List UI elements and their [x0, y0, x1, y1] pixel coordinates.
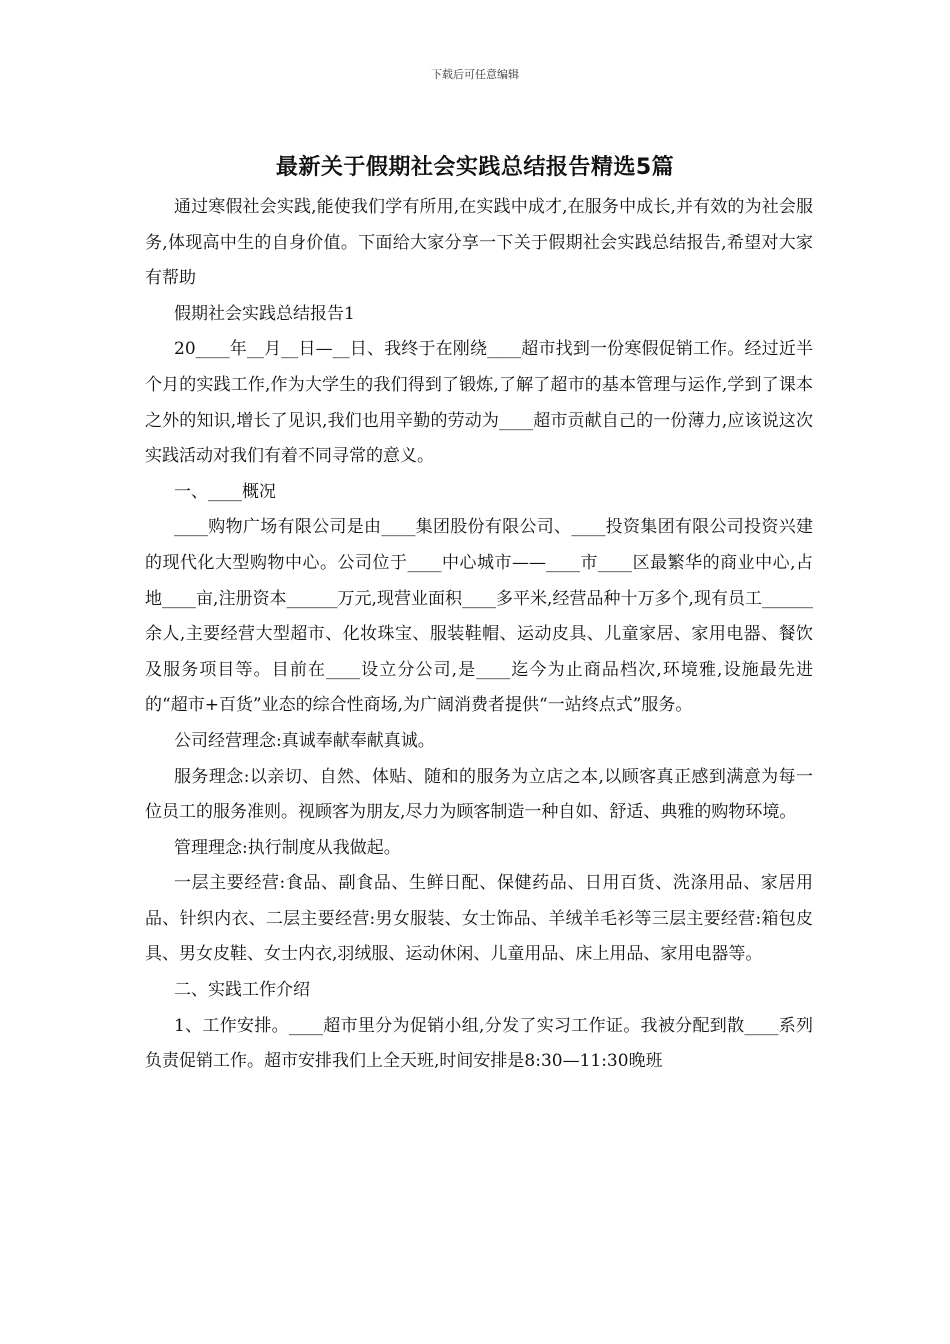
paragraph: 1、工作安排。____超市里分为促销小组,分发了实习工作证。我被分配到散____系列负责促销工作。超市安排我们上全天班,时间安排是8:30—11:30晚班 [145, 1015, 813, 1072]
section-heading-work: 二、实践工作介绍 [174, 980, 310, 1001]
paragraph: 20____年__月__日—__日、我终于在刚绕____超市找到一份寒假促销工作。经过近半个月的实践工作,作为大学生的我们得到了锻炼,了解了超市的基本管理与运作,学到了课本之外的知识,增长了见识,我们也用辛勤的劳动为____超市贡献自己的一份薄力,应该说这次实践活动对我们有着不同寻常的意义。 [145, 339, 813, 467]
document-title: 最新关于假期社会实践总结报告精选5篇 [275, 155, 675, 180]
paragraph: ____购物广场有限公司是由____集团股份有限公司、____投资集团有限公司投资兴建的现代化大型购物中心。公司位于____中心城市——____市____区最繁华的商业中心,占地____亩,注册资本______万元,现营业面积____多平米,经营品种十万多个,现有员工______余人,主要经营大型超市、化妆珠宝、服装鞋帽、运动皮具、儿童家居、家用电器、餐饮及服务项目等。目前在____设立分公司,是____迄今为止商品档次,环境雅,设施最先进的“超市+百货”业态的综合性商场,为广阔消费者提供“一站终点式”服务。 [145, 517, 813, 716]
section-heading-overview: 一、____概况 [174, 481, 276, 502]
paragraph: 服务理念:以亲切、自然、体贴、随和的服务为立店之本,以顾客真正感到满意为每一位员工的服务准则。视顾客为朋友,尽力为顾客制造一种自如、舒适、典雅的购物环境。 [145, 766, 813, 823]
paragraph: 管理理念:执行制度从我做起。 [174, 837, 401, 858]
page-header-note: 下载后可任意编辑 [431, 68, 519, 81]
paragraph: 一层主要经营:食品、副食品、生鲜日配、保健药品、日用百货、洗涤用品、家居用品、针织内衣、二层主要经营:男女服装、女士饰品、羊绒羊毛衫等三层主要经营:箱包皮具、男女皮鞋、女士内衣,羽绒服、运动休闲、儿童用品、床上用品、家用电器等。 [145, 873, 813, 965]
document-body [145, 190, 813, 1080]
report-heading: 假期社会实践总结报告1 [174, 303, 355, 324]
intro-paragraph: 通过寒假社会实践,能使我们学有所用,在实践中成才,在服务中成长,并有效的为社会服务,体现高中生的自身价值。下面给大家分享一下关于假期社会实践总结报告,希望对大家有帮助 [145, 197, 813, 289]
paragraph: 公司经营理念:真诚奉献奉献真诚。 [174, 730, 435, 751]
